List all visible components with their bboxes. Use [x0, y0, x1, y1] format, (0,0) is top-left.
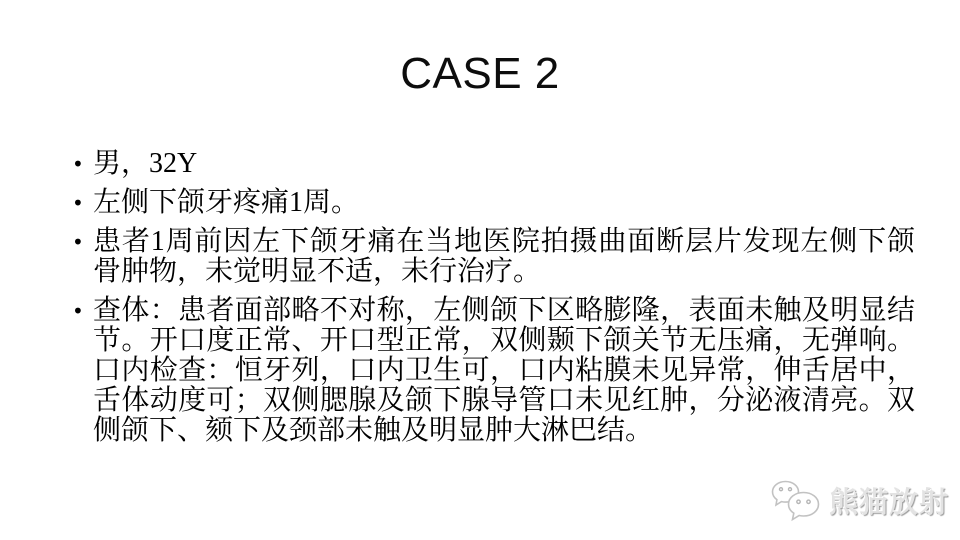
bullet-marker: • — [72, 152, 84, 176]
bullet-text: 左侧下颌牙疼痛1周。 — [93, 187, 360, 218]
bullet-marker: • — [72, 191, 84, 215]
bullet-item-history — [72, 227, 915, 287]
watermark — [770, 479, 949, 527]
bullet-marker: • — [72, 230, 84, 254]
bullet-text: 患者1周前因左下颌牙痛在当地医院拍摄曲面断层片发现左侧下颌骨肿物，未觉明显不适，未行治疗。 — [93, 226, 915, 287]
bullet-item-gender-age — [72, 149, 915, 179]
chat-bubbles-icon — [770, 479, 824, 527]
bullet-text: 查体：患者面部略不对称，左侧颌下区略膨隆，表面未触及明显结节。开口度正常、开口型正常，双侧颞下颌关节无压痛，无弹响。口内检查：恒牙列，口内卫生可，口内粘膜未见异常，伸舌居中，舌体动度可；双侧腮腺及颌下腺导管口未见红肿，分泌液清亮。双侧颌下、颏下及颈部未触及明显肿大淋巴结。 — [93, 295, 915, 446]
bullet-list — [72, 149, 915, 455]
slide-title: CASE 2 — [400, 49, 560, 98]
watermark-text: 熊猫放射 — [828, 487, 949, 519]
bullet-item-physical-exam — [72, 296, 915, 446]
bullet-text: 男，32Y — [93, 148, 198, 179]
bullet-marker: • — [72, 299, 84, 323]
bullet-item-chief-complaint — [72, 188, 915, 218]
